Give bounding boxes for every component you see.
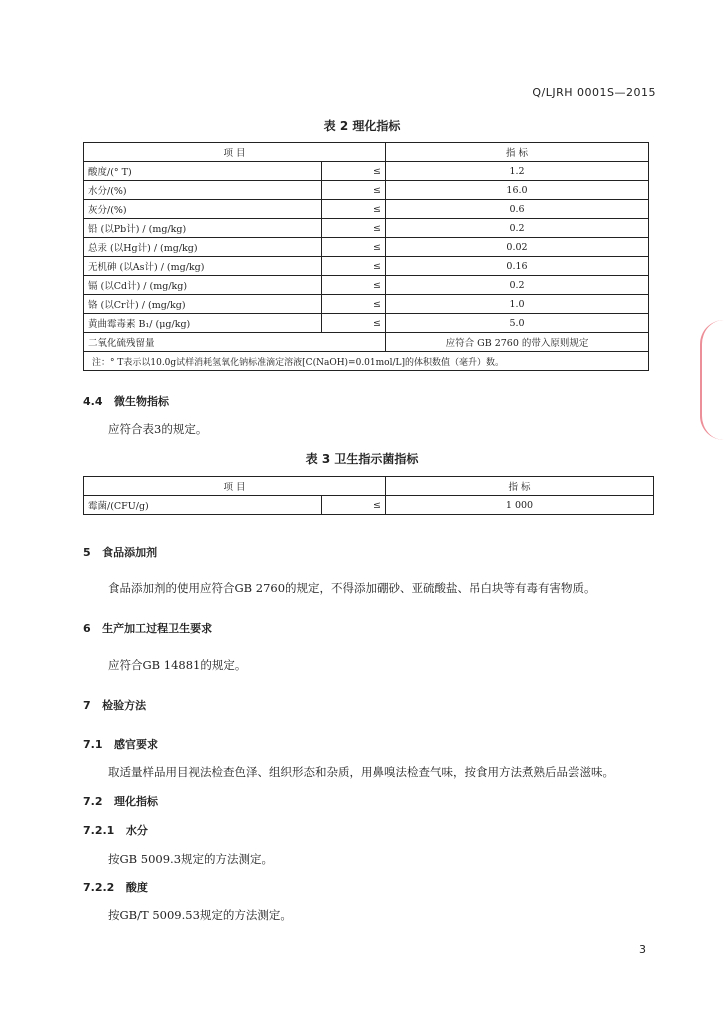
section-number: 7.2.2 [83,881,115,894]
document-code: Q/LJRH 0001S—2015 [532,86,656,99]
row-item: 总汞 (以Hg计) / (mg/kg) [84,238,322,257]
section-4-4-heading [83,393,169,409]
section-title: 生产加工过程卫生要求 [102,622,213,635]
row-value: 5.0 [386,314,649,333]
row-value: 0.6 [386,200,649,219]
row-symbol: ≤ [322,276,386,295]
section-number: 5 [83,546,91,559]
table-row [84,238,649,257]
section-number: 7.2.1 [83,824,115,837]
section-number: 7.2 [83,795,103,808]
row-symbol: ≤ [322,257,386,276]
row-value: 0.2 [386,219,649,238]
section-6-text: 应符合GB 14881的规定。 [108,658,247,672]
table-row [84,219,649,238]
table2 [83,142,649,371]
section-number: 4.4 [83,395,103,408]
row-symbol: ≤ [322,496,386,515]
section-4-4-text: 应符合表3的规定。 [108,422,208,436]
section-title: 食品添加剂 [102,546,158,559]
row-symbol: ≤ [322,200,386,219]
table-row [84,333,649,352]
row-value: 0.02 [386,238,649,257]
section-7-2-2-text: 按GB/T 5009.53规定的方法测定。 [108,908,292,922]
section-6-heading [83,620,212,636]
row-item: 水分/(%) [84,181,322,200]
section-title: 微生物指标 [114,395,169,408]
table-row [84,314,649,333]
table-row [84,496,654,515]
header-index: 指 标 [386,477,654,496]
section-7-2-heading [83,793,158,809]
row-value: 16.0 [386,181,649,200]
row-value: 0.2 [386,276,649,295]
table2-caption: 表 2 理化指标 [323,119,401,133]
table-row [84,181,649,200]
row-symbol: ≤ [322,295,386,314]
row-symbol: ≤ [322,181,386,200]
section-title: 检验方法 [102,699,147,712]
header-item: 项 目 [84,143,386,162]
table-row [84,200,649,219]
section-title: 感官要求 [114,738,158,751]
row-value: 应符合 GB 2760 的带入原则规定 [386,333,649,352]
row-item: 酸度/(° T) [84,162,322,181]
section-number: 7.1 [83,738,103,751]
table-row [84,162,649,181]
row-symbol: ≤ [322,162,386,181]
row-value: 1.0 [386,295,649,314]
row-item: 铅 (以Pb计) / (mg/kg) [84,219,322,238]
section-title: 酸度 [125,881,148,894]
section-number: 7 [83,699,91,712]
table3 [83,476,654,515]
table-row [84,257,649,276]
section-title: 理化指标 [114,795,158,808]
section-7-2-1-heading [83,822,148,838]
row-item: 灰分/(%) [84,200,322,219]
row-value: 1 000 [386,496,654,515]
row-symbol: ≤ [322,219,386,238]
table-header-row [84,477,654,496]
row-symbol: ≤ [322,238,386,257]
section-7-2-1-text: 按GB 5009.3规定的方法测定。 [108,852,274,866]
table-row [84,295,649,314]
table-note: 注：° T表示以10.0g试样消耗氢氧化钠标准滴定溶液[C(NaOH)=0.01mol/L]的体积数值（毫升）数。 [84,352,649,371]
red-stamp-edge [700,320,724,440]
table-header-row [84,143,649,162]
table3-caption: 表 3 卫生指示菌指标 [305,452,419,466]
row-value: 0.16 [386,257,649,276]
row-item: 二氧化硫残留量 [84,333,386,352]
row-item: 铬 (以Cr计) / (mg/kg) [84,295,322,314]
section-5-text: 食品添加剂的使用应符合GB 2760的规定，不得添加硼砂、亚硫酸盐、吊白块等有毒有害物质。 [108,581,596,595]
section-5-heading [83,544,157,560]
header-index: 指 标 [386,143,649,162]
table-row [84,276,649,295]
row-symbol: ≤ [322,314,386,333]
row-item: 黄曲霉毒素 B₁/ (μg/kg) [84,314,322,333]
row-item: 镉 (以Cd计) / (mg/kg) [84,276,322,295]
section-7-2-2-heading [83,879,148,895]
section-7-heading [83,697,146,713]
section-title: 水分 [125,824,148,837]
row-item: 无机砷 (以As计) / (mg/kg) [84,257,322,276]
page-number: 3 [639,943,646,956]
section-7-1-text: 取适量样品用目视法检查色泽、组织形态和杂质，用鼻嗅法检查气味，按食用方法煮熟后品尝滋味。 [108,765,614,779]
table-note-row [84,352,649,371]
section-7-1-heading [83,736,158,752]
section-number: 6 [83,622,91,635]
row-item: 霉菌/(CFU/g) [84,496,322,515]
header-item: 项 目 [84,477,386,496]
row-value: 1.2 [386,162,649,181]
